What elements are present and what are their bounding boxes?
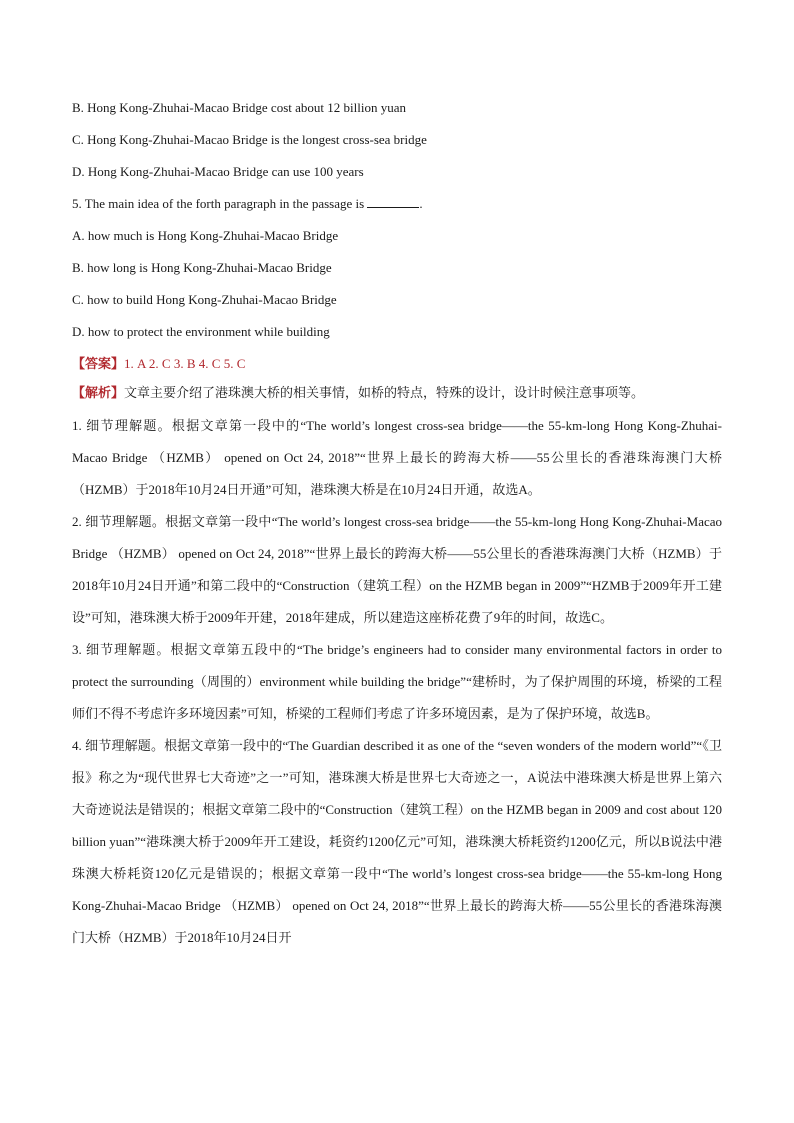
question-5-stem [72,194,722,226]
question-5-option-a: A. how much is Hong Kong-Zhuhai-Macao Bridge [72,228,339,243]
answer-text: 1. A 2. C 3. B 4. C 5. C [124,356,246,371]
question-5-stem-text: 5. The main idea of the forth paragraph in the passage is [72,196,365,211]
question-5-option-c: C. how to build Hong Kong-Zhuhai-Macao Bridge [72,292,337,307]
answer-blank [367,195,419,208]
question-5-option-b: B. how long is Hong Kong-Zhuhai-Macao Bridge [72,260,332,275]
analysis-intro-text: 文章主要介绍了港珠澳大桥的相关事情，如桥的特点，特殊的设计，设计时候注意事项等。 [124,385,645,400]
question-5-stem-end: . [419,196,423,211]
analysis-intro [72,380,722,406]
analysis-item-1: 1. 细节理解题。根据文章第一段中的“The world’s longest cross-sea bridge——the 55-km-long Hong Kong-Zhuhai-Macao Bridge （HZMB） opened on Oct 24, 2018”“世界上最长的跨海大桥——55公里长的香港珠海澳门大桥（HZMB）于2018年10月24日开通”可知，港珠澳大桥是在10月24日开通，故选A。 [72,418,722,497]
analysis-tag: 【解析】 [72,385,125,400]
answer-tag: 【答案】 [72,356,125,371]
analysis-item-4: 4. 细节理解题。根据文章第一段中的“The Guardian described it as one of the “seven wonders of the modern world”“《卫报》称之为“现代世界七大奇迹”之一”可知，港珠澳大桥是世界七大奇迹之一，A说法中港珠澳大桥是世界上第六大奇迹说法是错误的；根据文章第二段中的“Construction（建筑工程）on the HZMB began in 2009 and cost about 120 billion yuan”“港珠澳大桥于2009年开工建设，耗资约1200亿元”可知，港珠澳大桥耗资约1200亿元，所以B说法中港珠澳大桥耗资120亿元是错误的；根据文章第一段中“The world’s longest cross-sea bridge——the 55-km-long Hong Kong-Zhuhai-Macao Bridge （HZMB） opened on Oct 24, 2018”“世界上最长的跨海大桥——55公里长的香港珠海澳门大桥（HZMB）于2018年10月24日开 [72,738,722,945]
document-page [72,98,722,954]
answer-key [72,354,722,380]
question-4-option-b: B. Hong Kong-Zhuhai-Macao Bridge cost about 12 billion yuan [72,100,406,115]
question-5-option-d: D. how to protect the environment while building [72,324,330,339]
question-4-option-c: C. Hong Kong-Zhuhai-Macao Bridge is the longest cross-sea bridge [72,132,427,147]
question-4-option-d: D. Hong Kong-Zhuhai-Macao Bridge can use 100 years [72,164,364,179]
analysis-item-2: 2. 细节理解题。根据文章第一段中“The world’s longest cross-sea bridge——the 55-km-long Hong Kong-Zhuhai-Macao Bridge （HZMB） opened on Oct 24, 2018”“世界上最长的跨海大桥——55公里长的香港珠海澳门大桥（HZMB）于2018年10月24日开通”和第二段中的“Construction（建筑工程）on the HZMB began in 2009”“HZMB于2009年开工建设”可知，港珠澳大桥于2009年开建，2018年建成，所以建造这座桥花费了9年的时间，故选C。 [72,514,722,625]
analysis-item-3: 3. 细节理解题。根据文章第五段中的“The bridge’s engineers had to consider many environmental factors in order to protect the surrounding（周围的）environment while building the bridge”“建桥时，为了保护周围的环境，桥梁的工程师们不得不考虑许多环境因素”可知，桥梁的工程师们考虑了许多环境因素，是为了保护环境，故选B。 [72,642,722,721]
